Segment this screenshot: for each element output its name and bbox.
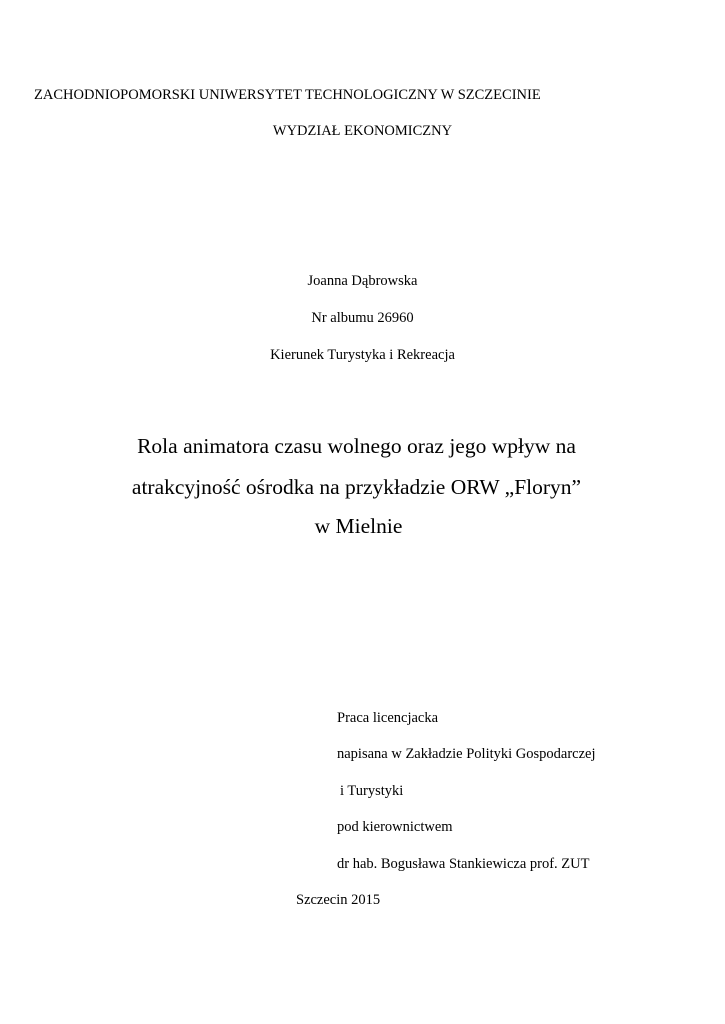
department-line-2: i Turystyki	[340, 783, 404, 799]
faculty-name: WYDZIAŁ EKONOMICZNY	[272, 123, 453, 139]
thesis-type: Praca licencjacka	[337, 710, 439, 726]
thesis-title-line-2: atrakcyjność ośrodka na przykładzie ORW „Floryn”	[131, 475, 582, 499]
thesis-title-line-3: w Mielnie	[314, 514, 403, 538]
thesis-title-line-1: Rola animatora czasu wolnego oraz jego wpływ na	[137, 434, 576, 458]
supervisor-name: dr hab. Bogusława Stankiewicza prof. ZUT	[337, 856, 590, 872]
department-line-1: napisana w Zakładzie Polityki Gospodarczej	[337, 746, 596, 762]
supervision-label: pod kierownictwem	[337, 819, 453, 835]
author-name: Joanna Dąbrowska	[307, 273, 418, 289]
place-and-year: Szczecin 2015	[296, 892, 381, 908]
album-number: Nr albumu 26960	[311, 310, 414, 326]
university-name: ZACHODNIOPOMORSKI UNIWERSYTET TECHNOLOGICZNY W SZCZECINIE	[34, 87, 541, 103]
field-of-study: Kierunek Turystyka i Rekreacja	[270, 347, 455, 363]
